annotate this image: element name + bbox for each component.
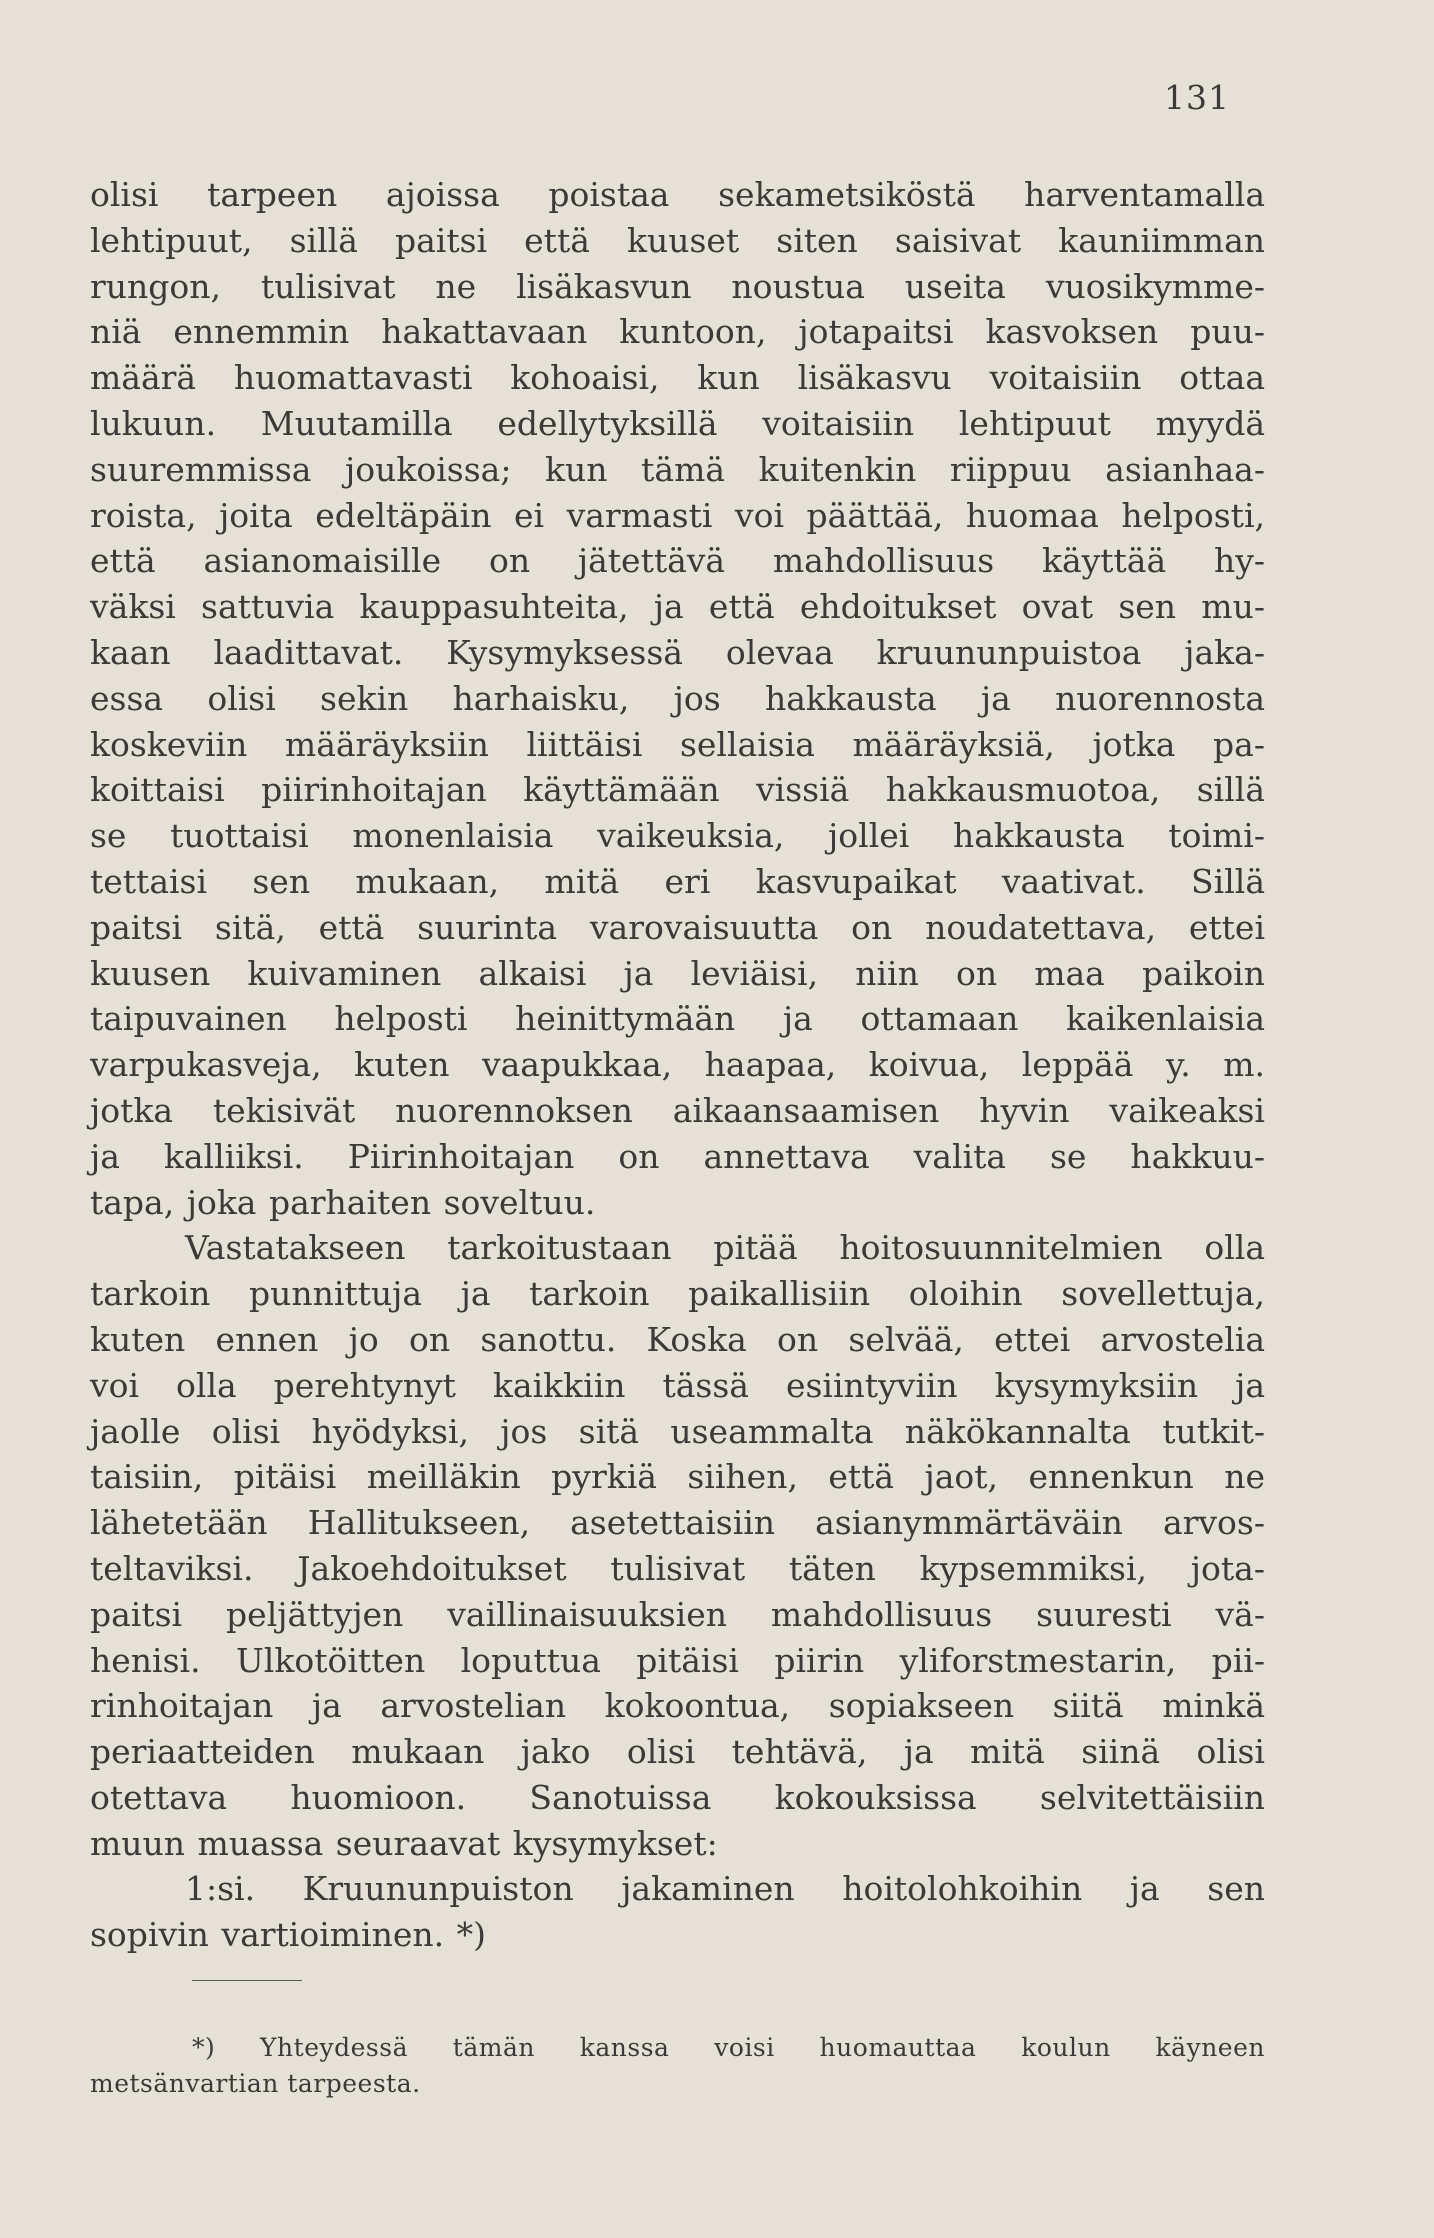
text-line: taisiin, pitäisi meilläkin pyrkiä siihen, että jaot, ennenkun ne: [90, 1457, 1265, 1497]
text-line: muun muassa seuraavat kysymykset:: [90, 1823, 718, 1863]
text-line: niä ennemmin hakattavaan kuntoon, jotapaitsi kasvoksen puu-: [90, 312, 1265, 352]
footnote-line: *) Yhteydessä tämän kanssa voisi huomauttaa koulun käyneen: [192, 2033, 1265, 2062]
text-line: varpukasveja, kuten vaapukkaa, haapaa, koivua, leppää y. m.: [90, 1045, 1265, 1085]
text-line: roista, joita edeltäpäin ei varmasti voi päättää, huomaa helposti,: [90, 495, 1265, 535]
text-line: koskeviin määräyksiin liittäisi sellaisia määräyksiä, jotka pa-: [90, 724, 1265, 764]
text-line: koittaisi piirinhoitajan käyttämään vissiä hakkausmuotoa, sillä: [90, 770, 1265, 810]
text-line: tapa, joka parhaiten soveltuu.: [90, 1182, 596, 1222]
page-number: 131: [1164, 78, 1230, 117]
text-line: paitsi peljättyjen vaillinaisuuksien mahdollisuus suuresti vä-: [90, 1594, 1265, 1634]
footnote-divider: [192, 1980, 302, 1981]
footnote-line: metsänvartian tarpeesta.: [90, 2069, 421, 2098]
text-line: ja kalliiksi. Piirinhoitajan on annettava valita se hakkuu-: [90, 1136, 1265, 1176]
text-line: että asianomaisille on jätettävä mahdollisuus käyttää hy-: [90, 541, 1265, 581]
text-line: paitsi sitä, että suurinta varovaisuutta on noudatettava, ettei: [90, 907, 1265, 947]
text-line: lähetetään Hallitukseen, asetettaisiin asianymmärtäväin arvos-: [90, 1503, 1265, 1543]
text-line: essa olisi sekin harhaisku, jos hakkausta ja nuorennosta: [90, 678, 1265, 718]
text-line: jotka tekisivät nuorennoksen aikaansaamisen hyvin vaikeaksi: [90, 1090, 1265, 1130]
text-line: otettava huomioon. Sanotuissa kokouksissa selvitettäisiin: [90, 1777, 1265, 1817]
text-line: määrä huomattavasti kohoaisi, kun lisäkasvu voitaisiin ottaa: [90, 358, 1265, 398]
text-line: lukuun. Muutamilla edellytyksillä voitaisiin lehtipuut myydä: [90, 403, 1265, 443]
text-line: rungon, tulisivat ne lisäkasvun noustua useita vuosikymme-: [90, 266, 1265, 306]
text-line: kuten ennen jo on sanottu. Koska on selvää, ettei arvostelia: [90, 1319, 1265, 1359]
text-line: se tuottaisi monenlaisia vaikeuksia, jollei hakkausta toimi-: [90, 816, 1265, 856]
text-line: lehtipuut, sillä paitsi että kuuset siten saisivat kauniimman: [90, 220, 1265, 260]
text-line: periaatteiden mukaan jako olisi tehtävä, ja mitä siinä olisi: [90, 1732, 1265, 1772]
text-line: teltaviksi. Jakoehdoitukset tulisivat täten kypsemmiksi, jota-: [90, 1548, 1265, 1588]
text-line: olisi tarpeen ajoissa poistaa sekametsiköstä harventamalla: [90, 175, 1265, 214]
text-line: kuusen kuivaminen alkaisi ja leviäisi, niin on maa paikoin: [90, 953, 1265, 993]
list-item-line: 1:si. Kruununpuiston jakaminen hoitolohkoihin ja sen: [185, 1869, 1265, 1909]
text-line: henisi. Ulkotöitten loputtua pitäisi piirin yliforstmestarin, pii-: [90, 1640, 1265, 1680]
text-line: tarkoin punnittuja ja tarkoin paikallisiin oloihin sovellettuja,: [90, 1274, 1265, 1314]
text-line: jaolle olisi hyödyksi, jos sitä useammalta näkökannalta tutkit-: [90, 1411, 1265, 1451]
text-line: kaan laadittavat. Kysymyksessä olevaa kruununpuistoa jaka-: [90, 632, 1265, 672]
text-line: suuremmissa joukoissa; kun tämä kuitenkin riippuu asianhaa-: [90, 449, 1265, 489]
footnote: [90, 2030, 1265, 2102]
text-line: voi olla perehtynyt kaikkiin tässä esiintyviin kysymyksiin ja: [90, 1365, 1265, 1405]
text-line: tettaisi sen mukaan, mitä eri kasvupaikat vaativat. Sillä: [90, 861, 1265, 901]
body-text: [90, 172, 1265, 1958]
paragraph-start-line: Vastatakseen tarkoitustaan pitää hoitosuunnitelmien olla: [185, 1228, 1265, 1268]
text-line: taipuvainen helposti heinittymään ja ottamaan kaikenlaisia: [90, 999, 1265, 1039]
text-line: sopivin vartioiminen. *): [90, 1915, 486, 1955]
text-line: rinhoitajan ja arvostelian kokoontua, sopiakseen siitä minkä: [90, 1686, 1265, 1726]
text-line: väksi sattuvia kauppasuhteita, ja että ehdoitukset ovat sen mu-: [90, 587, 1265, 627]
